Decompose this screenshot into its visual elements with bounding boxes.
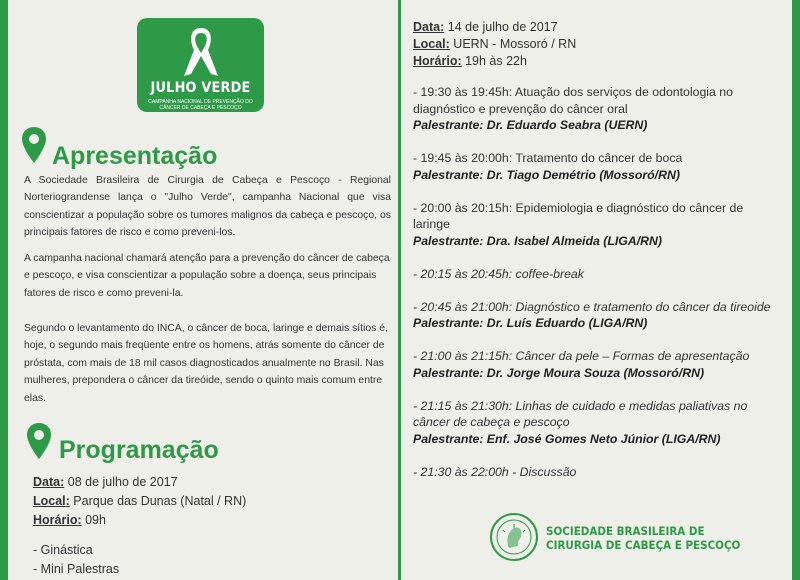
- schedule-item: [413, 266, 773, 283]
- schedule-description: - 21:00 às 21:15h: Câncer da pele – Formas de apresentação: [413, 349, 750, 363]
- apresentacao-heading: Apresentação: [52, 142, 218, 170]
- local-value: UERN - Mossoró / RN: [449, 37, 577, 51]
- sbccp-name: [546, 524, 740, 552]
- local-label: Local:: [33, 494, 70, 508]
- schedule-description: - 21:30 às 22:00h - Discussão: [413, 464, 577, 479]
- horario-label: Horário:: [413, 54, 462, 68]
- horario-value: 19h às 22h: [461, 54, 527, 68]
- schedule-item: [413, 84, 773, 134]
- center-divider: [398, 0, 401, 580]
- schedule-description: - 20:00 às 20:15h: Epidemiologia e diagnóstico do câncer de laringe: [413, 200, 744, 231]
- schedule-speaker: Palestrante: Dr. Eduardo Seabra (UERN): [413, 118, 648, 132]
- schedule-item: [413, 299, 773, 332]
- schedule-item: [413, 348, 773, 381]
- map-pin-icon: [22, 127, 46, 163]
- apresentacao-paragraph-3: Segundo o levantamento do INCA, o câncer de boca, laringe e demais sítios é, hoje, o segundo mais freqüente entre os homens, atrás somente do câncer de próstata, com mais de 18 mil casos diagnosticados anualmente no Brasil. Nas mulheres, prepondera o câncer da tireóide, sendo o quinto mais comum entre elas.: [24, 323, 388, 404]
- schedule-item: [413, 398, 773, 448]
- horario-value: 09h: [81, 513, 106, 527]
- schedule-speaker: Palestrante: Dr. Jorge Moura Souza (Mossoró/RN): [413, 365, 705, 380]
- date-label: Data:: [33, 475, 65, 489]
- date-value: 14 de julho de 2017: [444, 20, 558, 34]
- date-label: Data:: [413, 20, 445, 34]
- schedule-item: [413, 150, 773, 183]
- programacao-heading: Programação: [59, 436, 219, 464]
- schedule-description: - 19:45 às 20:00h: Tratamento do câncer de boca: [413, 151, 683, 165]
- schedule-speaker: Palestrante: Enf. José Gomes Neto Júnior (LIGA/RN): [413, 431, 721, 446]
- julho-verde-logo: [137, 18, 264, 112]
- right-green-border: [792, 0, 800, 580]
- schedule-speaker: Palestrante: Dr. Tiago Demétrio (Mossoró/RN): [413, 167, 680, 182]
- event2-horario: [413, 53, 527, 70]
- event1-local: [33, 492, 246, 510]
- logo-subtitle: CAMPANHA NACIONAL DE PREVENÇÃO DO CÂNCER DE CABEÇA E PESCOÇO: [148, 99, 253, 111]
- schedule-description: - 20:45 às 21:00h: Diagnóstico e tratamento do câncer da tireoide: [413, 299, 771, 314]
- event2-schedule: [413, 84, 773, 497]
- event1-activities: [33, 541, 119, 579]
- schedule-description: - 19:30 às 19:45h: Atuação dos serviços de odontologia no diagnóstico e prevenção do câncer oral: [413, 85, 733, 116]
- list-item: - Ginástica: [33, 543, 93, 557]
- schedule-item: [413, 464, 773, 481]
- sbccp-line-1: SOCIEDADE BRASILEIRA DE: [546, 524, 705, 538]
- schedule-speaker: Palestrante: Dra. Isabel Almeida (LIGA/RN): [413, 233, 662, 248]
- logo-title: JULHO VERDE: [150, 80, 251, 96]
- list-item: - Mini Palestras: [33, 562, 120, 576]
- sbccp-seal-icon: [489, 512, 539, 562]
- left-green-border: [0, 0, 8, 580]
- local-label: Local:: [413, 37, 450, 51]
- schedule-description: - 21:15 às 21:30h: Linhas de cuidado e medidas paliativas no câncer de cabeça e pescoço: [413, 398, 748, 429]
- schedule-description: - 20:15 às 20:45h: coffee-break: [413, 266, 584, 281]
- event1-horario: [33, 511, 106, 529]
- horario-label: Horário:: [33, 513, 82, 527]
- event1-date: [33, 473, 178, 491]
- apresentacao-paragraph-2: A campanha nacional chamará atenção para a prevenção do câncer de cabeça e pescoço, e visa conscientizar a população sobre a doença, seus principais fatores de risco e como preveni-la.: [24, 253, 390, 299]
- ribbon-icon: [180, 24, 222, 80]
- local-value: Parque das Dunas (Natal / RN): [69, 494, 247, 508]
- date-value: 08 de julho de 2017: [64, 475, 178, 489]
- schedule-speaker: Palestrante: Dr. Luís Eduardo (LIGA/RN): [413, 316, 648, 330]
- map-pin-icon: [27, 423, 51, 459]
- schedule-item: [413, 200, 773, 250]
- sbccp-line-2: CIRURGIA DE CABEÇA E PESCOÇO: [546, 538, 741, 552]
- event2-local: [413, 36, 576, 53]
- apresentacao-paragraph-1: A Sociedade Brasileira de Cirurgia de Cabeça e Pescoço - Regional Norteriograndense lança o "Julho Verde", campanha Nacional que visa conscientizar a população sobre os tumores malignos da cabeça e pescoço, os principais fatores de risco e como preveni-los.: [24, 175, 391, 239]
- event2-date: [413, 19, 558, 36]
